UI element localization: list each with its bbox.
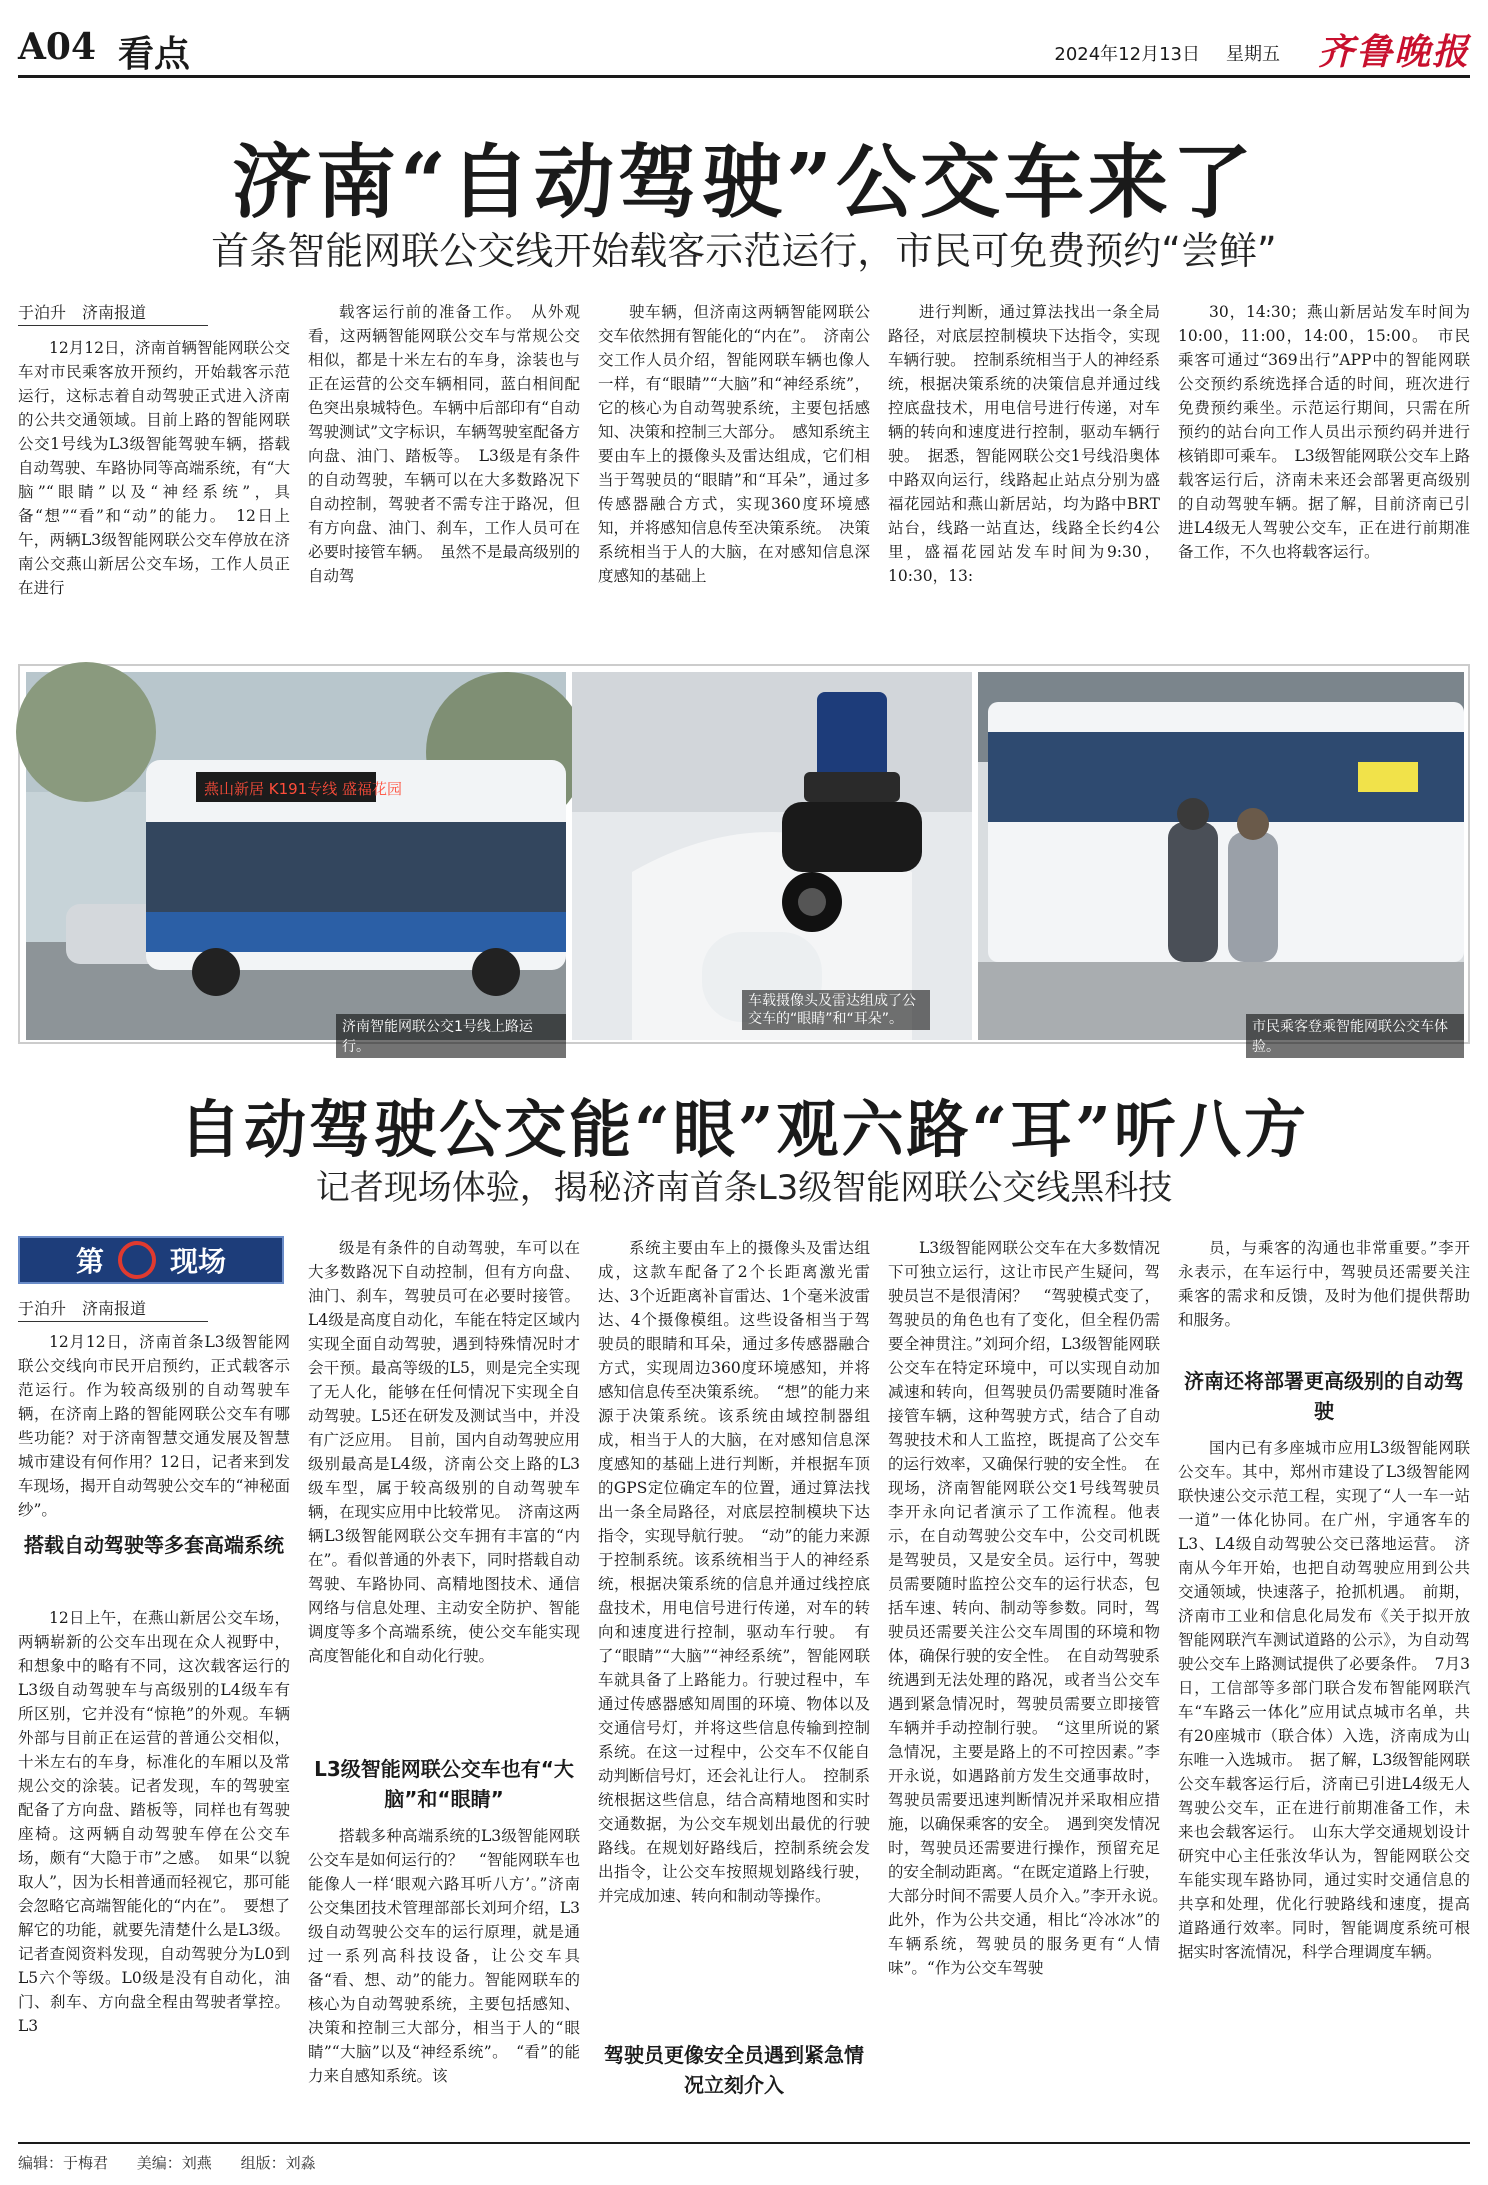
story2-column-1a-text: 12月12日，济南首条L3级智能网联公交线向市民开启预约，正式载客示范运行。作为较高级别的自动驾驶车辆，在济南上路的智能网联公交车有哪些功能？对于济南智慧交通发展及智慧城市建设有何作用？12日，记者来到发车现场，揭开自动驾驶公交车的“神秘面纱”。 xyxy=(18,1333,290,1519)
newspaper-logo: 齐鲁晚报 xyxy=(1317,31,1470,73)
story1-subheadline: 首条智能网联公交线开始载客示范运行，市民可免费预约“尝鲜” xyxy=(211,229,1277,273)
story1-column-5 xyxy=(1178,300,1470,656)
story2-column-3-text: 系统主要由车上的摄像头及雷达组成，这款车配备了2个长距离激光雷达、3个近距离补盲雷达、1个毫米波雷达、4个摄像模组。这些设备相当于驾驶员的眼睛和耳朵，通过多传感器融合方式，实现周边360度环境感知，并将感知信息传至决策系统。 “想”的能力来源于决策系统。该系统由域控制器组成，相当于人的大脑，在对感知信息深度感知的基础上进行判断，并根据车顶的GPS定位确定车的位置，通过算法找出一条全局路径，对底层控制模块下达指令，实现导航行驶。 “动”的能力来源于控制系统。该系统相当于人的神经系统，根据决策系统的信息并通过线控底盘技术，用电信号进行传递，对车的转向和速度进行控制，驱动车行驶。 有了“眼睛”“大脑”“神经系统”，智能网联车就具备了上路能力。行驶过程中，车通过传感器感知周围的环境、物体以及交通信号灯，并将这些信息传输到控制系统。在这一过程中，公交车不仅能自动判断信号灯，还会礼让行人。 控制系统根据这些信息，结合高精地图和实时交通数据，为公交车规划出最优的行驶路线。在规划好路线后，控制系统会发出指令，让公交车按照规划路线行驶，并完成加速、转向和制动等操作。 xyxy=(598,1239,870,1905)
photo-caption-2: 车载摄像头及雷达组成了公交车的“眼睛”和“耳朵”。 xyxy=(742,990,930,1030)
story2-column-1a xyxy=(18,1330,290,1519)
page-footer xyxy=(18,2142,1470,2173)
footer-designer: 美编：刘燕 xyxy=(136,2154,212,2172)
photo-passengers-boarding xyxy=(978,672,1464,1055)
story2-byline: 于泊升 济南报道 xyxy=(18,1296,208,1322)
issue-weekday: 星期五 xyxy=(1226,44,1280,65)
bus-illustration xyxy=(26,672,566,1040)
story1-byline: 于泊升 济南报道 xyxy=(18,300,208,326)
story1-column-4-text: 进行判断，通过算法找出一条全局路径，对底层控制模块下达指令，实现车辆行驶。 控制系统相当于人的神经系统，根据决策系统的决策信息并通过线控底盘技术，用电信号进行传递，对车辆的转向和速度进行控制，驱动车辆行驶。 据悉，智能网联公交1号线沿奥体中路双向运行，线路起止站点分别为盛福花园站和燕山新居站，均为路中BRT站台，线路一站直达，线路全长约4公里，盛福花园站发车时间为9:30，10:30，13: xyxy=(888,303,1160,585)
story1-column-4 xyxy=(888,300,1160,656)
story2-headline: 自动驾驶公交能“眼”观六路“耳”听八方 xyxy=(179,1093,1309,1166)
story2-column-4 xyxy=(888,1236,1176,2136)
photo-sensors xyxy=(572,672,972,1040)
badge-text-left: 第 xyxy=(75,1245,104,1278)
story2-column-1b xyxy=(18,1606,290,2136)
story2-column-5a-text: 员，与乘客的沟通也非常重要。”李开永表示，在车运行中，驾驶员还需要关注乘客的需求和反馈，及时为他们提供帮助和服务。 xyxy=(1178,1239,1470,1329)
story1-column-5-text: 30，14:30；燕山新居站发车时间为10:00，11:00，14:00，15:00。 市民乘客可通过“369出行”APP中的智能网联公交预约系统选择合适的时间，班次进行免费预约乘坐。示范运行期间，只需在所预约的站台向工作人员出示预约码并进行核销即可乘车。 L3级智能网联公交车上路载客运行后，济南未来还会部署更高级别的自动驾驶车辆。据了解，目前济南已引进L4级无人驾驶公交车，正在进行前期准备工作，不久也将载客运行。 xyxy=(1178,303,1470,561)
live-scene-badge xyxy=(18,1236,284,1284)
page-header xyxy=(18,18,1470,78)
story1-column-3 xyxy=(598,300,870,656)
story2-column-4-text: L3级智能网联公交车在大多数情况下可独立运行，这让市民产生疑问，驾驶员岂不是很清闲？ “驾驶模式变了，驾驶员的角色也有了变化，但全程仍需要全神贯注。”刘珂介绍，L3级智能网联公交车在特定环境中，可以实现自动加减速和转向，但驾驶员仍需要随时准备接管车辆，这种驾驶方式，结合了自动驾驶技术和人工监控，既提高了公交车的运行效率，又确保行驶的安全性。 在现场，济南智能网联公交1号线驾驶员李开永向记者演示了工作流程。他表示，在自动驾驶公交车中，公交司机既是驾驶员，又是安全员。运行中，驾驶员需要随时监控公交车的运行状态，包括车速、转向、制动等参数。同时，驾驶员还需要关注公交车周围的环境和物体，确保行驶的安全性。 在自动驾驶系统遇到无法处理的路况，或者当公交车遇到紧急情况时，驾驶员需要立即接管车辆并手动控制行驶。 “这里所说的紧急情况，主要是路上的不可控因素。”李开永说，如遇路前方发生交通事故时，驾驶员需要迅速判断情况并采取相应措施，以确保乘客的安全。 遇到突发情况时，驾驶员还需要进行操作，预留充足的安全制动距离。“在既定道路上行驶，大部分时间不需要人员介入。”李开永说。 此外，作为公共交通，相比“冷冰冰”的车辆系统，驾驶员的服务更有“人情味”。“作为公交车驾驶 xyxy=(888,1239,1176,1977)
story2-subtitle-4: 济南还将部署更高级别的自动驾驶 xyxy=(1184,1369,1464,1423)
story2-column-5a xyxy=(1178,1236,1470,1336)
photo-caption-1: 济南智能网联公交1号线上路运行。 xyxy=(336,1014,566,1058)
story2-column-2a xyxy=(308,1236,580,1746)
badge-ring-icon xyxy=(118,1241,156,1279)
story1-column-1-text: 12月12日，济南首辆智能网联公交车对市民乘客放开预约，开始载客示范运行，这标志着自动驾驶正式进入济南的公共交通领域。目前上路的智能网联公交1号线为L3级智能驾驶车辆，搭载自动驾驶、车路协同等高端系统，有“大脑”“眼睛”以及“神经系统”，具备“想”“看”和“动”的能力。 12日上午，两辆L3级智能网联公交车停放在济南公交燕山新居公交车场，工作人员正在进行 xyxy=(18,339,290,597)
footer-layout: 组版：刘淼 xyxy=(240,2154,316,2172)
story1-column-2 xyxy=(308,300,580,656)
boarding-illustration xyxy=(978,672,1464,1040)
story2-column-2b-text: 搭载多种高端系统的L3级智能网联公交车是如何运行的？ “智能网联车也能像人一样‘眼观六路耳听八方’。”济南公交集团技术管理部部长刘珂介绍，L3级自动驾驶公交车的运行原理，就是通过一系列高科技设备，让公交车具备“看、想、动”的能力。智能网联车的核心为自动驾驶系统，主要包括感知、决策和控制三大部分，相当于人的“眼睛”“大脑”以及“神经系统”。 “看”的能力来自感知系统。该 xyxy=(308,1827,580,2085)
story1-column-1 xyxy=(18,336,290,656)
page-number: A04 xyxy=(18,26,97,68)
sensor-illustration xyxy=(572,672,972,1040)
story2-subtitle-1: 搭载自动驾驶等多套高端系统 xyxy=(24,1533,284,1557)
issue-date: 2024年12月13日 xyxy=(1054,44,1200,65)
photo-caption-3: 市民乘客登乘智能网联公交车体验。 xyxy=(1246,1014,1464,1058)
photo-bus-on-road xyxy=(26,672,566,1055)
story2-column-3 xyxy=(598,1236,870,2022)
story1-column-3-text: 驶车辆，但济南这两辆智能网联公交车依然拥有智能化的“内在”。 济南公交工作人员介绍，智能网联车辆也像人一样，有“眼睛”“大脑”和“神经系统”，它的核心为自动驾驶系统，主要包括感知、决策和控制三大部分。 感知系统主要由车上的摄像头及雷达组成，它们相当于驾驶员的“眼睛”和“耳朵”，通过多传感器融合方式，实现360度环境感知，并将感知信息传至决策系统。 决策系统相当于人的大脑，在对感知信息深度感知的基础上 xyxy=(598,303,870,585)
story2-subtitle-2: L3级智能网联公交车也有“大脑”和“眼睛” xyxy=(314,1757,574,1811)
section-name: 看点 xyxy=(118,33,191,75)
badge-text-right: 现场 xyxy=(170,1245,227,1278)
photo-strip xyxy=(18,664,1470,1055)
story2-column-1b-text: 12日上午，在燕山新居公交车场，两辆崭新的公交车出现在众人视野中，和想象中的略有不同，这次载客运行的L3级自动驾驶车与高级别的L4级车有所区别，它并没有“惊艳”的外观。车辆外部与目前正在运营的普通公交相似，十米左右的车身，标准化的车厢以及常规公交的涂装。记者发现，车的驾驶室配备了方向盘、踏板等，同样也有驾驶座椅。这两辆自动驾驶车停在公交车场，颇有“大隐于市”之感。 如果“以貌取人”，因为长相普通而轻视它，那可能会忽略它高端智能化的“内在”。 要想了解它的功能，就要先清楚什么是L3级。记者查阅资料发现，自动驾驶分为L0到L5六个等级。L0级是没有自动化，油门、刹车、方向盘全程由驾驶者掌控。L3 xyxy=(18,1609,290,2035)
story2-column-2b xyxy=(308,1824,580,2136)
story2-column-5b xyxy=(1178,1436,1470,2136)
story2-column-2a-text: 级是有条件的自动驾驶，车可以在大多数路况下自动控制，但有方向盘、油门、刹车，驾驶员可在必要时接管。L4级是高度自动化，车能在特定区域内实现全面自动驾驶，遇到特殊情况时才会干预。最高等级的L5，则是完全实现了无人化，能够在任何情况下实现全自动驾驶。L5还在研发及测试当中，并没有广泛应用。 目前，国内自动驾驶应用级别最高是L4级，济南公交上路的L3级车型，属于较高级别的自动驾驶车辆，在现实应用中比较常见。 济南这两辆L3级智能网联公交车拥有丰富的“内在”。看似普通的外表下，同时搭载自动驾驶、车路协同、高精地图技术、通信网络与信息处理、主动安全防护、智能调度等多个高端系统，使公交车能实现高度智能化和自动化行驶。 xyxy=(308,1239,580,1665)
story1-column-2-text: 载客运行前的准备工作。 从外观看，这两辆智能网联公交车与常规公交相似，都是十米左右的车身，涂装也与正在运营的公交车辆相同，蓝白相间配色突出泉城特色。车辆中后部印有“自动驾驶测试”文字标识，车辆驾驶室配备方向盘、油门、踏板等。 L3级是有条件的自动驾驶，车辆可以在大多数路况下自动控制，驾驶者不需专注于路况，但有方向盘、油门、刹车，工作人员可在必要时接管车辆。 虽然不是最高级别的自动驾 xyxy=(308,303,580,585)
story2-subtitle-3: 驾驶员更像安全员遇到紧急情况立刻介入 xyxy=(604,2043,864,2097)
story2-column-5b-text: 国内已有多座城市应用L3级智能网联公交车。其中，郑州市建设了L3级智能网联快速公交示范工程，实现了“人一车一站一道”一体化协同。在广州，宇通客车的L3、L4级自动驾驶公交已落地运营。 济南从今年开始，也把自动驾驶应用到公共交通领域，快速落子，抢抓机遇。 前期，济南市工业和信息化局发布《关于拟开放智能网联汽车测试道路的公示》，为自动驾驶公交车上路测试提供了必要条件。 7月3日，工信部等多部门联合发布智能网联汽车“车路云一体化”应用试点城市名单，共有20座城市（联合体）入选，济南成为山东唯一入选城市。 据了解，L3级智能网联公交车载客运行后，济南已引进L4级无人驾驶公交车，正在进行前期准备工作，未来也会载客运行。 山东大学交通规划设计研究中心主任张汝华认为，智能网联公交车能实现车路协同，通过实时交通信息的共享和处理，优化行驶路线和速度，提高道路通行效率。同时，智能调度系统可根据实时客流情况，科学合理调度车辆。 xyxy=(1178,1439,1470,1961)
footer-editor: 编辑：于梅君 xyxy=(18,2154,109,2172)
bus-destination-sign: 燕山新居 K191专线 盛福花园 xyxy=(204,780,403,798)
story1-headline: 济南“自动驾驶”公交车来了 xyxy=(231,135,1257,229)
story2-subheadline: 记者现场体验，揭秘济南首条L3级智能网联公交线黑科技 xyxy=(315,1168,1173,1208)
